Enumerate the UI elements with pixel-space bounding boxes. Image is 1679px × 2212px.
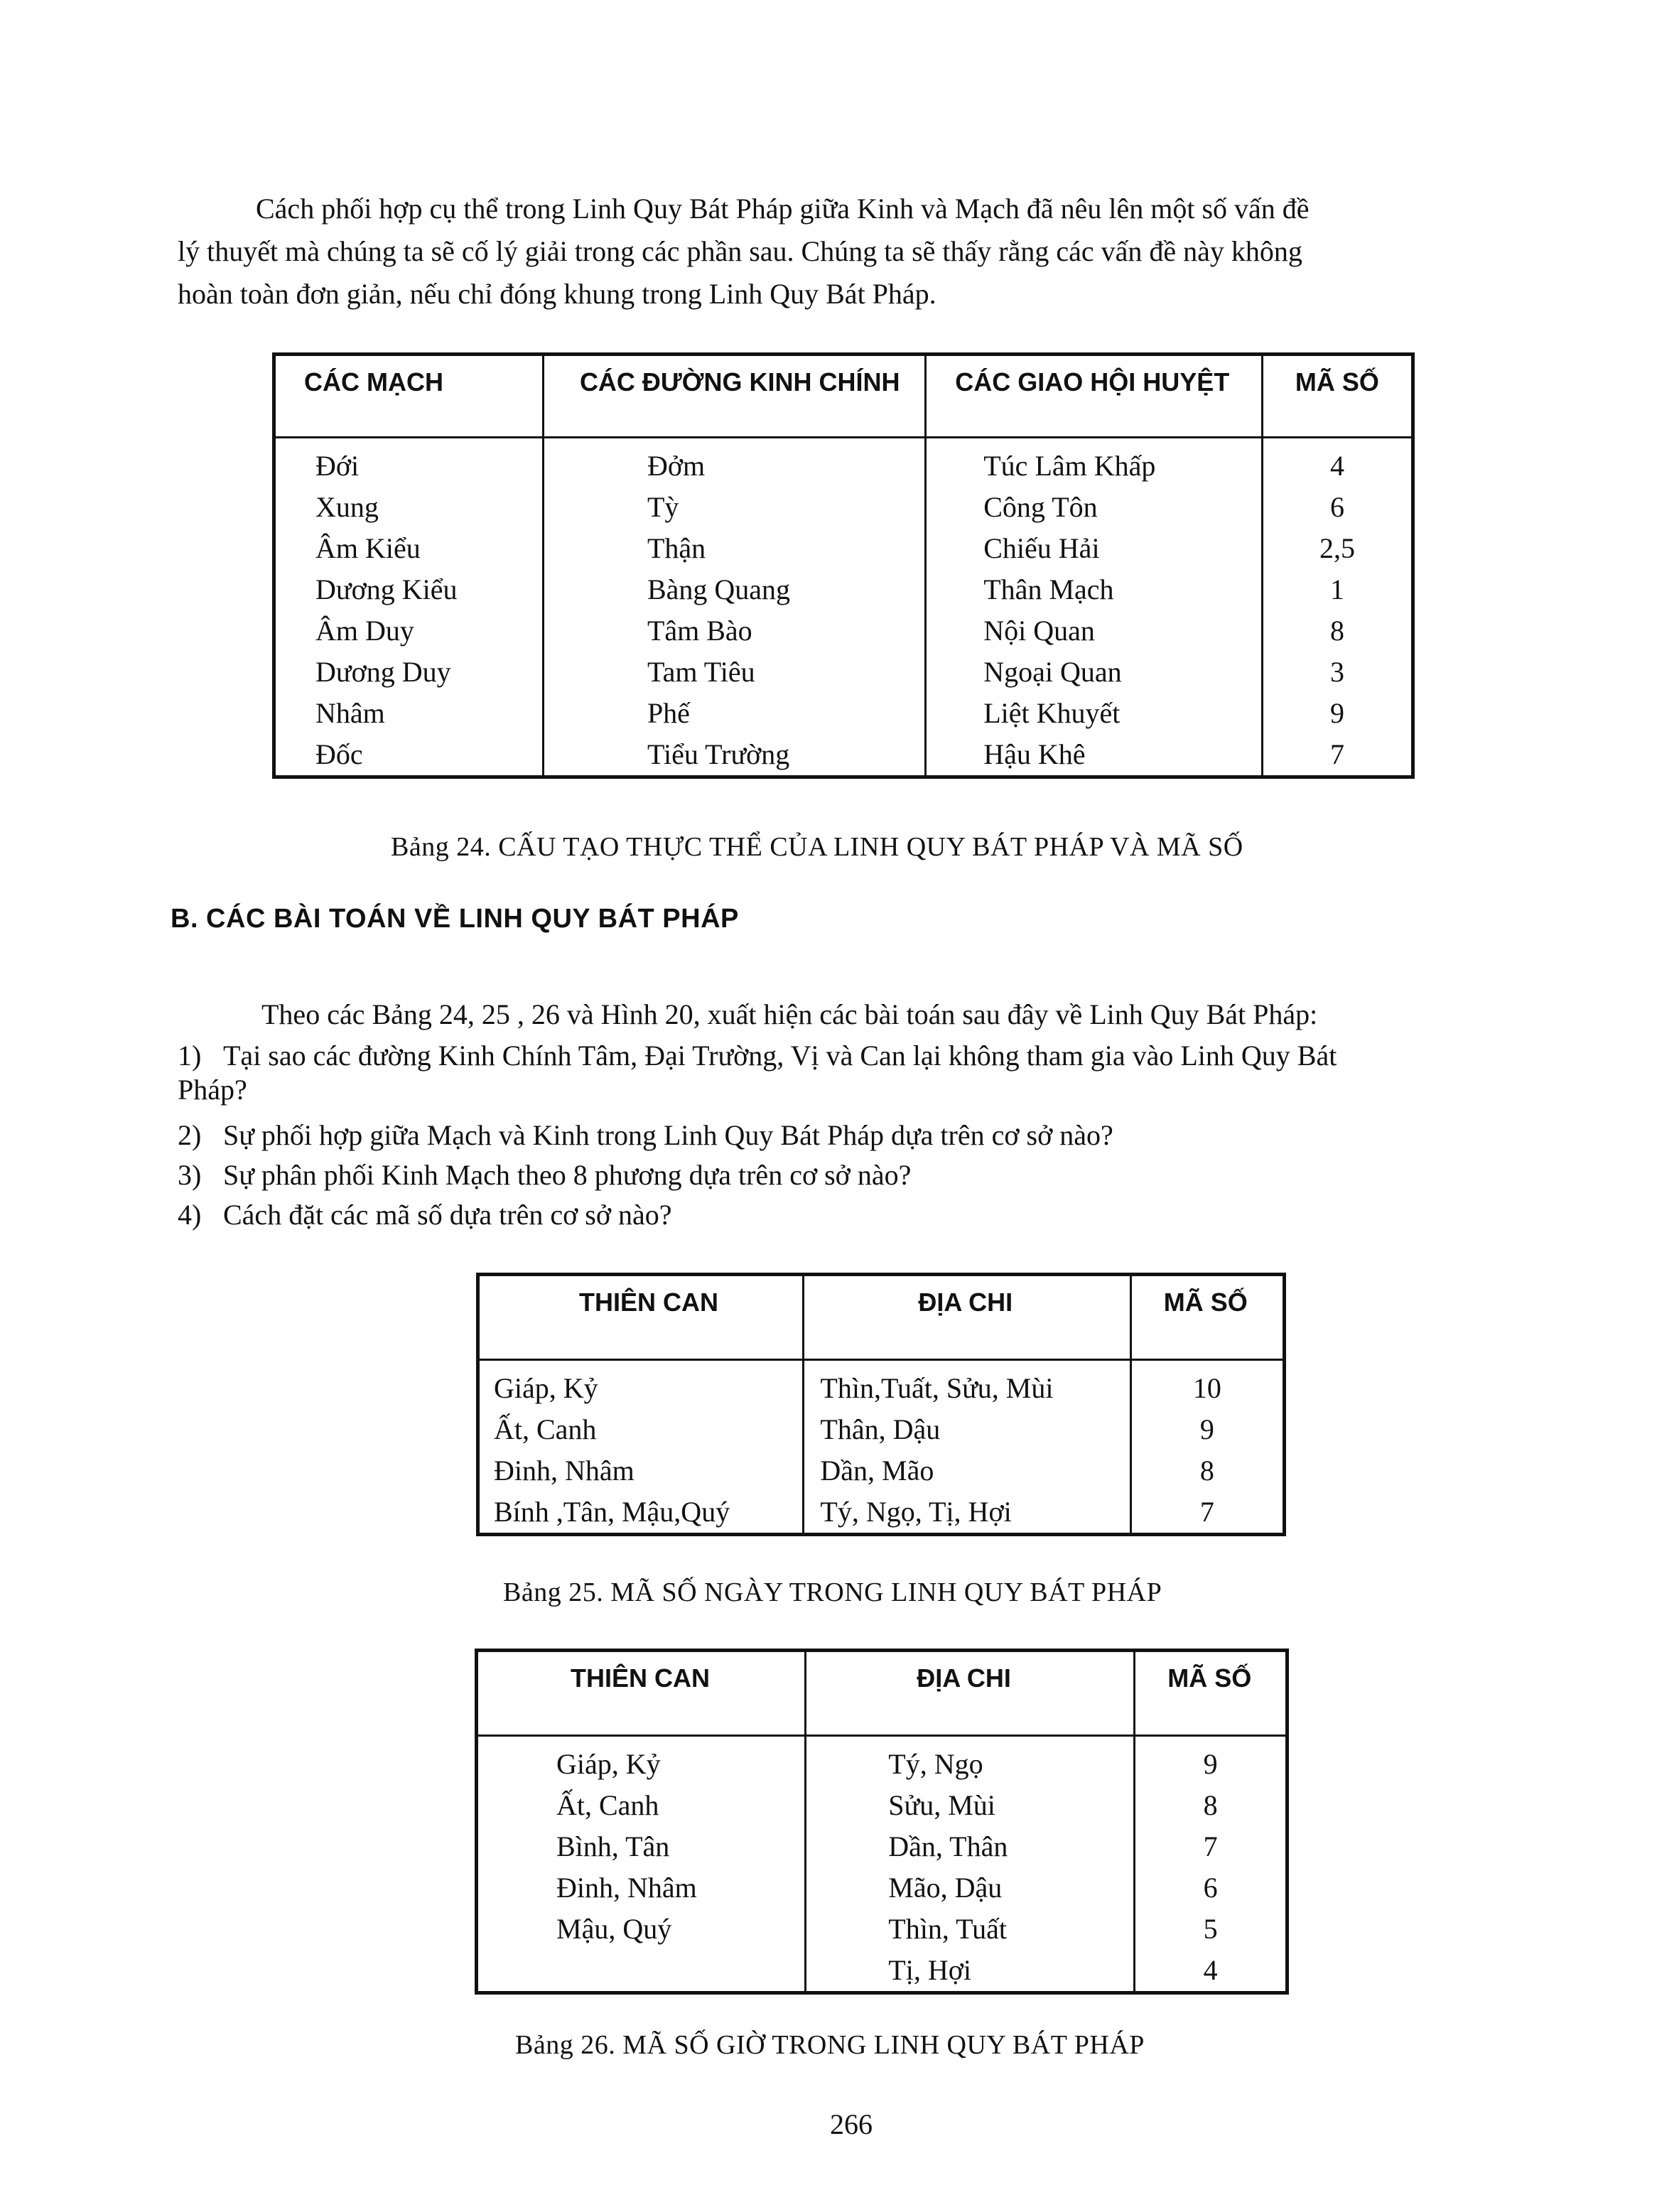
table-cell: Tâm Bào xyxy=(647,615,752,647)
column-dia-chi xyxy=(804,1360,1130,1535)
problem-number: 1) xyxy=(178,1040,202,1072)
table-cell: Đới xyxy=(315,450,360,482)
table-cell: 7 xyxy=(1199,1496,1214,1528)
table-cell: Giáp, Kỷ xyxy=(494,1372,598,1404)
problem-number: 4) xyxy=(178,1199,202,1231)
column-ma-so xyxy=(1130,1360,1284,1535)
table-cell: Thân Mạch xyxy=(983,573,1114,605)
table-cell: 4 xyxy=(1203,1954,1218,1986)
table-cell: Ất, Canh xyxy=(556,1789,659,1821)
table-cell: 9 xyxy=(1199,1413,1214,1445)
table-26-caption: Bảng 26. MÃ SỐ GIỜ TRONG LINH QUY BÁT PHÁP xyxy=(515,2030,1145,2060)
table-cell: Dương Kiểu xyxy=(315,573,458,605)
table-cell: Phế xyxy=(647,697,690,729)
table-header: MÃ SỐ xyxy=(1135,1651,1287,1736)
problem-item-continuation: Pháp? xyxy=(178,1074,247,1106)
table-cell: 2,5 xyxy=(1319,532,1355,564)
column-dia-chi xyxy=(806,1736,1135,1993)
table-cell: 10 xyxy=(1192,1372,1221,1404)
table-cell: Chiếu Hải xyxy=(983,532,1100,564)
table-cell: Liệt Khuyết xyxy=(983,697,1121,729)
table-cell: Âm Duy xyxy=(315,615,414,647)
table-cell: Công Tôn xyxy=(983,491,1098,523)
table-cell: Ất, Canh xyxy=(494,1413,597,1445)
table-cell: Giáp, Kỷ xyxy=(556,1748,661,1780)
table-cell: Đốc xyxy=(315,738,363,770)
table-cell: Thìn, Tuất xyxy=(888,1913,1007,1945)
table-26 xyxy=(475,1649,1289,1995)
table-cell: 5 xyxy=(1203,1913,1218,1945)
table-cell: Mậu, Quý xyxy=(556,1913,672,1945)
table-cell: 3 xyxy=(1329,656,1344,688)
column-kinh xyxy=(543,438,925,777)
column-ma-so xyxy=(1262,438,1413,777)
table-cell: Thìn,Tuất, Sửu, Mùi xyxy=(820,1372,1054,1404)
table-24 xyxy=(272,352,1415,779)
table-cell: Đinh, Nhâm xyxy=(556,1872,697,1904)
table-cell: Bàng Quang xyxy=(647,573,791,605)
problem-item xyxy=(178,1155,911,1195)
table-cell: 8 xyxy=(1199,1455,1214,1487)
table-cell: Thận xyxy=(647,532,706,564)
table-header: ĐỊA CHI xyxy=(804,1275,1130,1360)
table-cell: Bính ,Tân, Mậu,Quý xyxy=(494,1496,730,1528)
table-cell: Đinh, Nhâm xyxy=(494,1455,635,1487)
table-cell: 6 xyxy=(1329,491,1344,523)
problem-number: 2) xyxy=(178,1119,202,1151)
table-header: CÁC MẠCH xyxy=(274,355,544,438)
problem-item xyxy=(178,1036,1337,1076)
table-cell: 9 xyxy=(1203,1748,1218,1780)
table-cell: Dần, Thân xyxy=(888,1830,1008,1862)
table-24-caption: Bảng 24. CẤU TẠO THỰC THỂ CỦA LINH QUY BÁT PHÁP VÀ MÃ SỐ xyxy=(391,832,1243,862)
table-cell: Dần, Mão xyxy=(820,1455,934,1487)
table-cell: Tam Tiêu xyxy=(647,656,755,688)
table-header: CÁC ĐƯỜNG KINH CHÍNH xyxy=(543,355,925,438)
column-ma-so xyxy=(1135,1736,1287,1993)
table-cell: Tý, Ngọ, Tị, Hợi xyxy=(820,1496,1012,1528)
table-cell: Âm Kiểu xyxy=(315,532,421,564)
table-cell: Nội Quan xyxy=(983,615,1095,647)
problem-number: 3) xyxy=(178,1159,202,1191)
table-cell: Tý, Ngọ xyxy=(888,1748,983,1780)
table-cell: 8 xyxy=(1203,1789,1218,1821)
table-cell: 4 xyxy=(1329,450,1344,482)
table-cell: Đởm xyxy=(647,450,706,482)
table-25 xyxy=(476,1273,1286,1536)
table-header: MÃ SỐ xyxy=(1262,355,1413,438)
table-cell: 8 xyxy=(1329,615,1344,647)
table-cell: 9 xyxy=(1329,697,1344,729)
table-cell: 1 xyxy=(1329,573,1344,605)
section-heading: B. CÁC BÀI TOÁN VỀ LINH QUY BÁT PHÁP xyxy=(171,904,739,934)
column-thien-can xyxy=(477,1736,806,1993)
problem-text: Sự phối hợp giữa Mạch và Kinh trong Linh Quy Bát Pháp dựa trên cơ sở nào? xyxy=(223,1119,1113,1151)
table-header: CÁC GIAO HỘI HUYỆT xyxy=(926,355,1263,438)
table-cell: Túc Lâm Khấp xyxy=(983,450,1156,482)
column-thien-can xyxy=(478,1360,804,1535)
table-cell: Mão, Dậu xyxy=(888,1872,1003,1904)
table-cell: 6 xyxy=(1203,1872,1218,1904)
table-cell: Ngoại Quan xyxy=(983,656,1122,688)
problem-item xyxy=(178,1195,672,1235)
problem-text: Sự phân phối Kinh Mạch theo 8 phương dựa trên cơ sở nào? xyxy=(223,1159,912,1191)
table-cell: Tị, Hợi xyxy=(888,1954,971,1986)
table-cell: Nhâm xyxy=(315,697,385,729)
page-number: 266 xyxy=(830,2108,873,2140)
column-mach xyxy=(274,438,544,777)
table-header: MÃ SỐ xyxy=(1130,1275,1284,1360)
table-header: ĐỊA CHI xyxy=(806,1651,1135,1736)
table-cell: Sửu, Mùi xyxy=(888,1789,995,1821)
table-cell: Tỳ xyxy=(647,491,679,523)
table-cell: Bình, Tân xyxy=(556,1830,670,1862)
problem-text: Tại sao các đường Kinh Chính Tâm, Đại Trường, Vị và Can lại không tham gia vào Linh Quy Bát xyxy=(223,1040,1337,1072)
table-cell: Thân, Dậu xyxy=(820,1413,941,1445)
intro-line: hoàn toàn đơn giản, nếu chỉ đóng khung trong Linh Quy Bát Pháp. xyxy=(178,278,936,310)
table-cell: 7 xyxy=(1203,1830,1218,1862)
table-cell: Tiểu Trường xyxy=(647,738,790,770)
intro-paragraph xyxy=(178,188,1563,315)
intro-line: lý thuyết mà chúng ta sẽ cố lý giải trong các phần sau. Chúng ta sẽ thấy rằng các vấn đề này không xyxy=(178,235,1302,267)
table-cell: Hậu Khê xyxy=(983,738,1086,770)
table-cell: Dương Duy xyxy=(315,656,451,688)
column-huyet xyxy=(926,438,1263,777)
problem-item xyxy=(178,1116,1113,1155)
problem-text: Cách đặt các mã số dựa trên cơ sở nào? xyxy=(223,1199,672,1231)
intro-line: Cách phối hợp cụ thể trong Linh Quy Bát Pháp giữa Kinh và Mạch đã nêu lên một số vấn đề xyxy=(256,193,1310,225)
table-header: THIÊN CAN xyxy=(478,1275,804,1360)
table-header: THIÊN CAN xyxy=(477,1651,806,1736)
table-25-caption: Bảng 25. MÃ SỐ NGÀY TRONG LINH QUY BÁT PHÁP xyxy=(503,1577,1162,1607)
table-cell: Xung xyxy=(315,491,379,523)
problems-intro: Theo các Bảng 24, 25 , 26 và Hình 20, xuất hiện các bài toán sau đây về Linh Quy Bát Pháp: xyxy=(261,998,1318,1030)
table-cell: 7 xyxy=(1329,738,1344,770)
